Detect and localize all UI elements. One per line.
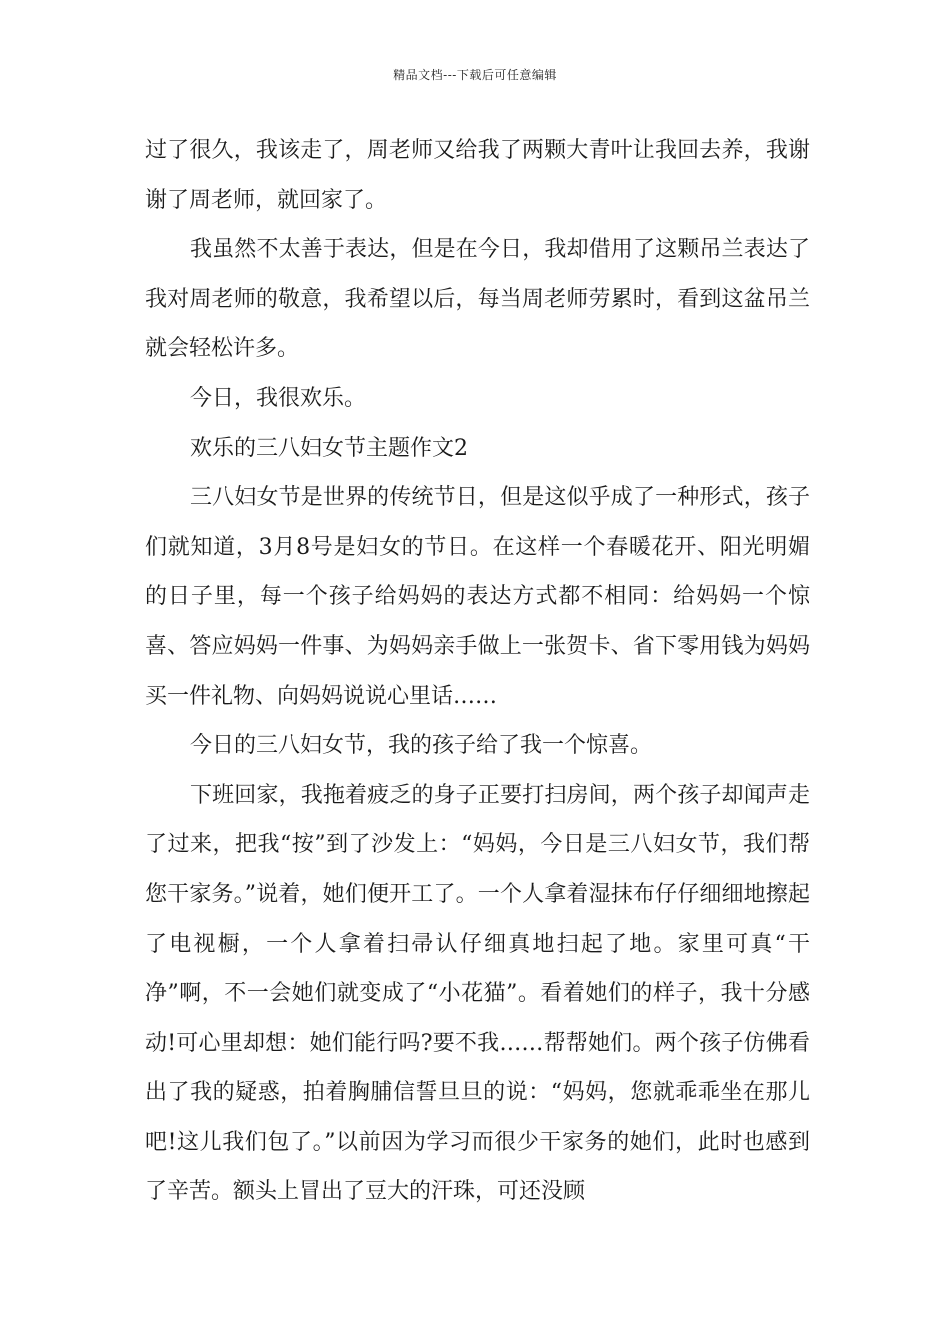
paragraph: 我虽然不太善于表达，但是在今日，我却借用了这颗吊兰表达了我对周老师的敬意，我希望以后，每当周老师劳累时，看到这盆吊兰就会轻松许多。 bbox=[145, 237, 810, 362]
paragraph: 过了很久，我该走了，周老师又给我了两颗大青叶让我回去养，我谢谢了周老师，就回家了。 bbox=[145, 138, 810, 213]
paragraph: 三八妇女节是世界的传统节日，但是这似乎成了一种形式，孩子们就知道，3月8号是妇女的节日。在这样一个春暖花开、阳光明媚的日子里，每一个孩子给妈妈的表达方式都不相同：给妈妈一个惊喜、答应妈妈一件事、为妈妈亲手做上一张贺卡、省下零用钱为妈妈买一件礼物、向妈妈说说心里话…… bbox=[145, 485, 810, 709]
paragraph: 今日，我很欢乐。 bbox=[190, 385, 367, 411]
section-title: 欢乐的三八妇女节主题作文2 bbox=[190, 435, 468, 461]
page-header: 精品文档---下载后可任意编辑 bbox=[393, 68, 557, 82]
paragraph: 下班回家，我拖着疲乏的身子正要打扫房间，两个孩子却闻声走了过来，把我“按”到了沙发上：“妈妈，今日是三八妇女节，我们帮您干家务。”说着，她们便开工了。一个人拿着湿抹布仔仔细细地擦起了电视橱，一个人拿着扫帚认仔细真地扫起了地。家里可真“干净”啊，不一会她们就变成了“小花猫”。看着她们的样子，我十分感动!可心里却想：她们能行吗?要不我……帮帮她们。两个孩子仿佛看出了我的疑惑，拍着胸脯信誓旦旦的说：“妈妈，您就乖乖坐在那儿吧!这儿我们包了。”以前因为学习而很少干家务的她们，此时也感到了辛苦。额头上冒出了豆大的汗珠，可还没顾 bbox=[145, 782, 810, 1205]
document-body bbox=[145, 126, 810, 1217]
paragraph: 今日的三八妇女节，我的孩子给了我一个惊喜。 bbox=[190, 733, 653, 759]
